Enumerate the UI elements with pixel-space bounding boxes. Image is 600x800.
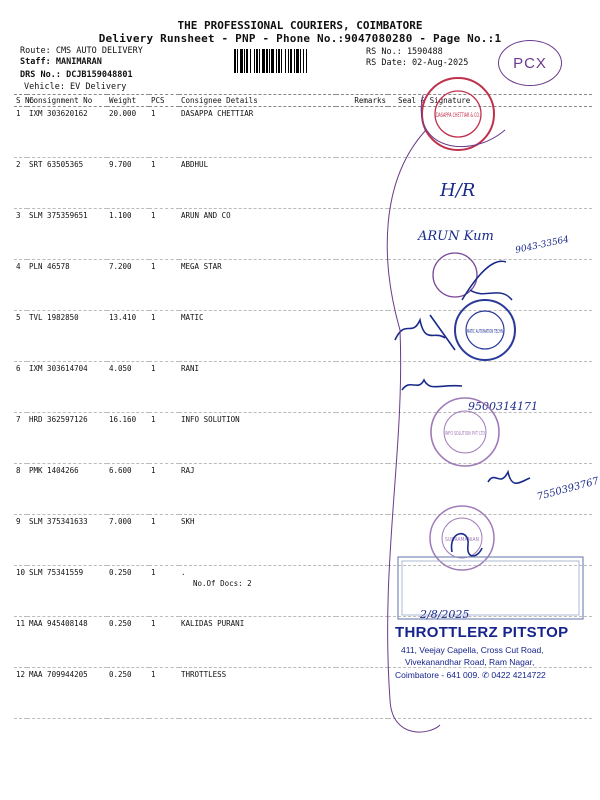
cell-consignee: KALIDAS PURANI [179, 617, 336, 668]
svg-text:H/R: H/R [440, 180, 476, 201]
rs-date: RS Date: 02-Aug-2025 [366, 58, 469, 68]
cell-weight: 7.200 [107, 260, 149, 311]
throttlerz-name: THROTTLERZ PITSTOP [395, 624, 569, 641]
cell-consignment: PLN 46578 [27, 260, 107, 311]
drs-label: DRS No.: [20, 70, 61, 80]
cell-pcs: 1 [149, 413, 179, 464]
cell-consignee: INFO SOLUTION [179, 413, 336, 464]
cell-pcs: 1 [149, 464, 179, 515]
route-text: Route: CMS AUTO DELIVERY [20, 46, 143, 56]
col-sno: S No [16, 96, 35, 105]
cell-weight: 0.250 [107, 617, 149, 668]
svg-text:9500314171: 9500314171 [468, 400, 538, 413]
cell-sno: 2 [14, 158, 27, 209]
throttlerz-addr3: Coimbatore - 641 009. ✆ 0422 4214722 [395, 670, 546, 680]
cell-sno: 6 [14, 362, 27, 413]
cell-weight: 16.160 [107, 413, 149, 464]
cell-pcs: 1 [149, 668, 179, 719]
col-weight: Weight [107, 95, 149, 107]
cell-sno: 3 [14, 209, 27, 260]
cell-weight: 9.700 [107, 158, 149, 209]
stamp-matic [395, 300, 515, 360]
stamp-rectangle [398, 557, 583, 621]
cell-consignment: SLM 375341633 [27, 515, 107, 566]
cell-pcs: 1 [149, 260, 179, 311]
vehicle-text: Vehicle: EV Delivery [24, 82, 127, 92]
throttlerz-addr1: 411, Veejay Capella, Cross Cut Road, [401, 645, 544, 655]
signature-row8 [488, 472, 600, 503]
docs-count: No.Of Docs: 2 [193, 579, 252, 588]
stamp-skh [430, 506, 494, 570]
cell-sno: 12 [14, 668, 27, 719]
cell-weight: 13.410 [107, 311, 149, 362]
cell-sno: 8 [14, 464, 27, 515]
purple-loop-line [387, 130, 440, 732]
signature-row2 [439, 180, 475, 201]
cell-consignee: THROTTLESS [179, 668, 336, 719]
cell-consignment: HRD 362597126 [27, 413, 107, 464]
stamp-info-solution [431, 398, 499, 466]
cell-pcs: 1 [149, 566, 179, 617]
throttlerz-addr2: Vivekanandhar Road, Ram Nagar, [405, 657, 535, 667]
cell-consignee: MEGA STAR [179, 260, 336, 311]
col-pcs: PCS [149, 95, 179, 107]
cell-consignment: MAA 945408148 [27, 617, 107, 668]
svg-text:9043-33564: 9043-33564 [514, 234, 571, 256]
signature-row3 [417, 229, 570, 256]
svg-text:MATIC AUTOMATION TECHN: MATIC AUTOMATION TECHN [467, 329, 504, 335]
cell-consignment: IXM 303620162 [27, 107, 107, 158]
cell-consignee: RANI [179, 362, 336, 413]
svg-text:SUBRAMANIAN: SUBRAMANIAN [445, 537, 479, 543]
cell-weight: 4.050 [107, 362, 149, 413]
stamp-megastar [433, 253, 512, 300]
col-seal: Seal & Signature [388, 95, 592, 107]
cell-consignee: MATIC [179, 311, 336, 362]
cell-pcs: 1 [149, 158, 179, 209]
cell-consignee: DASAPPA CHETTIAR [179, 107, 336, 158]
cell-weight: 1.100 [107, 209, 149, 260]
cell-consignment: SLM 75341559 [27, 566, 107, 617]
cell-consignment: SRT 63505365 [27, 158, 107, 209]
cell-weight: 20.000 [107, 107, 149, 158]
cell-consignment: TVL 1982850 [27, 311, 107, 362]
cell-consignment: PMK 1404266 [27, 464, 107, 515]
drs-number: DCJB159048801 [66, 70, 133, 80]
staff-label: Staff: [20, 57, 51, 67]
cell-sno: 7 [14, 413, 27, 464]
cell-sno: 10 [14, 566, 27, 617]
cell-pcs: 1 [149, 107, 179, 158]
cell-consignee: ARUN AND CO [179, 209, 336, 260]
cell-consignee: ABDHUL [179, 158, 336, 209]
col-consignment: Consignment No [27, 95, 107, 107]
cell-sno: 5 [14, 311, 27, 362]
cell-sno: 4 [14, 260, 27, 311]
svg-text:INFO SOLUTION PVT LTD: INFO SOLUTION PVT LTD [445, 431, 485, 437]
cell-weight: 6.600 [107, 464, 149, 515]
consignee-name: . [181, 568, 186, 577]
cell-sno: 1 [14, 107, 27, 158]
cell-weight: 7.000 [107, 515, 149, 566]
cell-pcs: 1 [149, 617, 179, 668]
col-remarks: Remarks [336, 95, 388, 107]
runsheet-subtitle: Delivery Runsheet - PNP - Phone No.:9047080280 - Page No.:1 [98, 32, 502, 45]
rs-number: RS No.: 1590488 [366, 47, 443, 57]
cell-pcs: 1 [149, 311, 179, 362]
cell-pcs: 1 [149, 515, 179, 566]
svg-text:7550393767: 7550393767 [535, 475, 600, 503]
col-consignee: Consignee Details [179, 95, 336, 107]
svg-text:ARUN Kum: ARUN Kum [418, 229, 494, 244]
staff-name: MANIMARAN [55, 57, 102, 67]
cell-consignee: SKH [179, 515, 336, 566]
pcx-text: PCX [513, 54, 547, 72]
svg-text:2/8/2025: 2/8/2025 [420, 608, 470, 621]
cell-sno: 11 [14, 617, 27, 668]
cell-pcs: 1 [149, 209, 179, 260]
company-title: THE PROFESSIONAL COURIERS, COIMBATORE [177, 19, 423, 32]
stamp-dasappa [421, 78, 505, 150]
cell-weight: 0.250 [107, 566, 149, 617]
cell-consignment: MAA 709944205 [27, 668, 107, 719]
signature-row6 [402, 380, 538, 413]
cell-consignment: SLM 375359651 [27, 209, 107, 260]
cell-consignee: RAJ [179, 464, 336, 515]
cell-pcs: 1 [149, 362, 179, 413]
cell-weight: 0.250 [107, 668, 149, 719]
stamp-dasappa-text: DASAPPA CHETTIAR & CO. [436, 112, 481, 119]
cell-sno: 9 [14, 515, 27, 566]
cell-consignment: IXM 303614704 [27, 362, 107, 413]
